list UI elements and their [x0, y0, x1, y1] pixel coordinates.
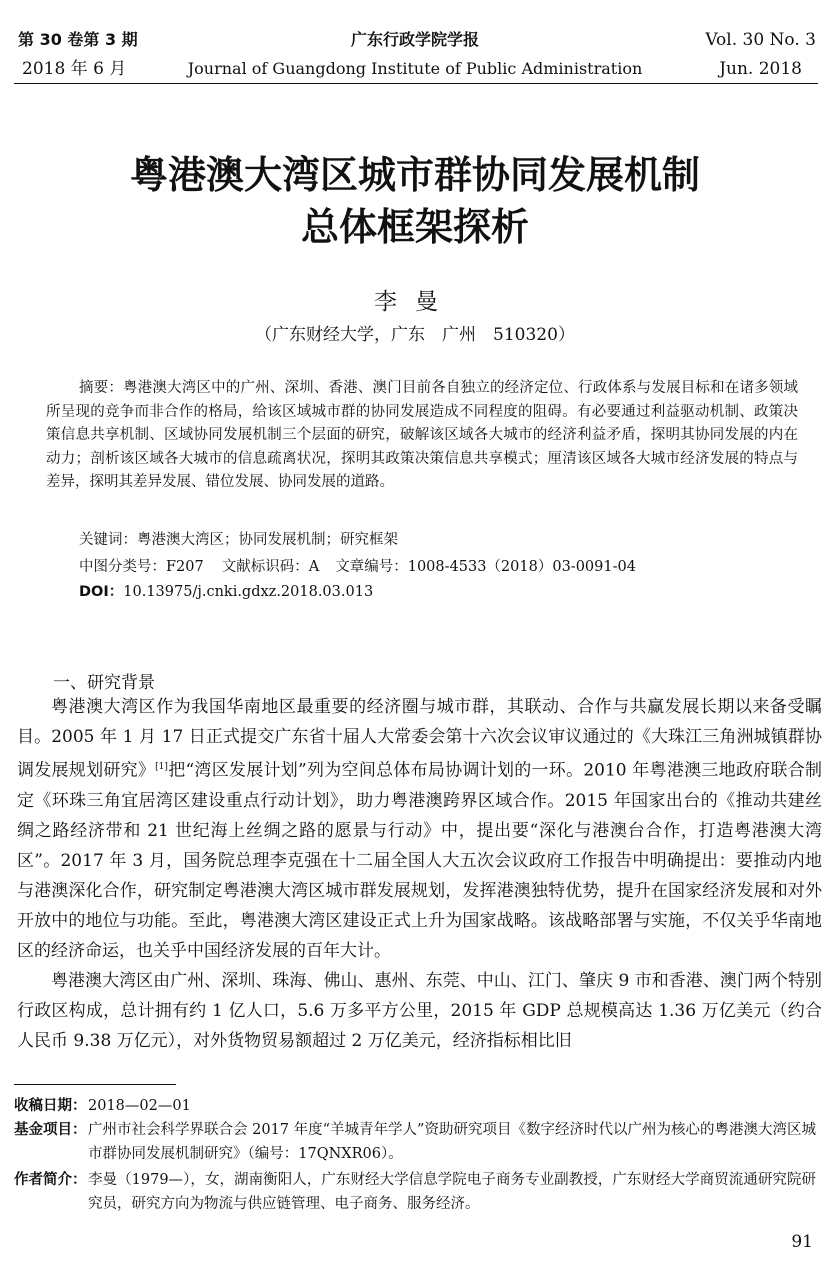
author-name: 李曼 [374, 289, 456, 315]
paragraph-1-part-b: 把“湾区发展计划”列为空间总体布局协调计划的一环。2010 年粤港澳三地政府联合制定《环珠三角宜居湾区建设重点行动计划》，助力粤港澳跨界区域合作。2015 年国家出台的《推动共建丝绸之路经济带和 21 世纪海上丝绸之路的愿景与行动》中，提出要“深化与港澳台合作，打造粤港澳大湾区”。2017 年 3 月，国务院总理李克强在十二届全国人大五次会议政府工作报告中明确提出：要推动内地与港澳深化合作，研究制定粤港澳大湾区城市群发展规划，发挥港澳独特优势，提升在国家经济发展和对外开放中的地位与功能。至此，粤港澳大湾区建设正式上升为国家战略。该战略部署与实施，不仅关乎华南地区的经济命运，也关乎中国经济发展的百年大计。 [17, 760, 822, 961]
journal-title-en: Journal of Guangdong Institute of Public Administration [187, 59, 643, 78]
month-label: Jun. 2018 [719, 59, 802, 79]
paragraph-1-part-a: 粤港澳大湾区作为我国华南地区最重要的经济圈与城市群，其联动、合作与共赢发展长期以来备受瞩目。2005 年 1 月 17 日正式提交广东省十届人大常委会第十六次会议审议通过的《大珠江三角洲城镇群协调发展规划研究》 [17, 697, 822, 781]
doi-label: DOI： [79, 584, 124, 600]
article-no-label: 文章编号： [335, 559, 408, 575]
received-date: 2018—02—01 [88, 1098, 191, 1114]
issue-date: 2018 年 6 月 [22, 59, 127, 79]
abstract-label: 摘要： [79, 380, 124, 396]
abstract [46, 377, 798, 495]
paragraph-2: 粤港澳大湾区由广州、深圳、珠海、佛山、惠州、东莞、中山、江门、肇庆 9 市和香港、澳门两个特别行政区构成，总计拥有约 1 亿人口，5.6 万多平方公里，2015 年 GDP 总规模高达 1.36 万亿美元（约合人民币 9.38 万亿元），对外货物贸易额超过 2 万亿美元，经济指标相比旧 [17, 970, 822, 1051]
paper-title-line2: 总体框架探析 [300, 205, 529, 249]
fund-label: 基金项目： [14, 1122, 87, 1138]
abstract-text: 粤港澳大湾区中的广州、深圳、香港、澳门目前各自独立的经济定位、行政体系与发展目标和在诸多领域所呈现的竞争而非合作的格局，给该区域城市群的协同发展造成不同程度的阻碍。有必要通过利益驱动机制、政策决策信息共享机制、区域协同发展机制三个层面的研究，破解该区域各大城市的经济利益矛盾，探明其协同发展的内在动力；剖析该区域各大城市的信息疏离状况，探明其政策决策信息共享模式；厘清该区域各大城市经济发展的特点与差异，探明其差异发展、错位发展、协同发展的道路。 [46, 380, 798, 490]
citation-ref: [1] [155, 762, 168, 772]
page-number: 91 [791, 1232, 813, 1252]
classification-line [79, 557, 636, 577]
header-rule [14, 83, 818, 84]
footnote-fund [14, 1118, 816, 1166]
article-no-value: 1008-4533（2018）03-0091-04 [407, 559, 636, 575]
keywords-text: 粤港澳大湾区；协同发展机制；研究框架 [137, 532, 398, 548]
doc-code-label: 文献标识码： [221, 559, 309, 575]
doc-code-value: A [308, 559, 320, 575]
keywords-label: 关键词： [79, 532, 137, 548]
footnote-rule [14, 1084, 176, 1085]
running-header [0, 0, 830, 84]
footnote-received [14, 1094, 816, 1118]
received-label: 收稿日期： [14, 1098, 87, 1114]
fund-text: 广州市社会科学界联合会 2017 年度“羊城青年学人”资助研究项目《数字经济时代以广州为核心的粤港澳大湾区城市群协同发展机制研究》（编号：17QNXR06）。 [88, 1122, 816, 1162]
paper-title-line1: 粤港澳大湾区城市群协同发展机制 [129, 153, 700, 197]
issue-label: 第 30 卷第 3 期 [18, 30, 138, 49]
section-heading: 一、研究背景 [53, 673, 155, 693]
footnote-author-bio [14, 1168, 816, 1216]
paragraph-1 [17, 692, 822, 966]
journal-title-cn: 广东行政学院学报 [350, 30, 479, 49]
author-affiliation: （广东财经大学，广东 广州 510320） [255, 325, 575, 345]
bio-label: 作者简介： [14, 1172, 87, 1188]
clc-value: F207 [166, 559, 204, 575]
volume-label: Vol. 30 No. 3 [705, 30, 816, 50]
clc-label: 中图分类号： [79, 559, 166, 575]
doi-value: 10.13975/j.cnki.gdxz.2018.03.013 [123, 584, 374, 600]
body-text [17, 692, 822, 1056]
keywords [79, 530, 398, 550]
doi-line [79, 582, 373, 602]
bio-text: 李曼（1979—），女，湖南衡阳人，广东财经大学信息学院电子商务专业副教授，广东财经大学商贸流通研究院研究员，研究方向为物流与供应链管理、电子商务、服务经济。 [88, 1172, 816, 1212]
